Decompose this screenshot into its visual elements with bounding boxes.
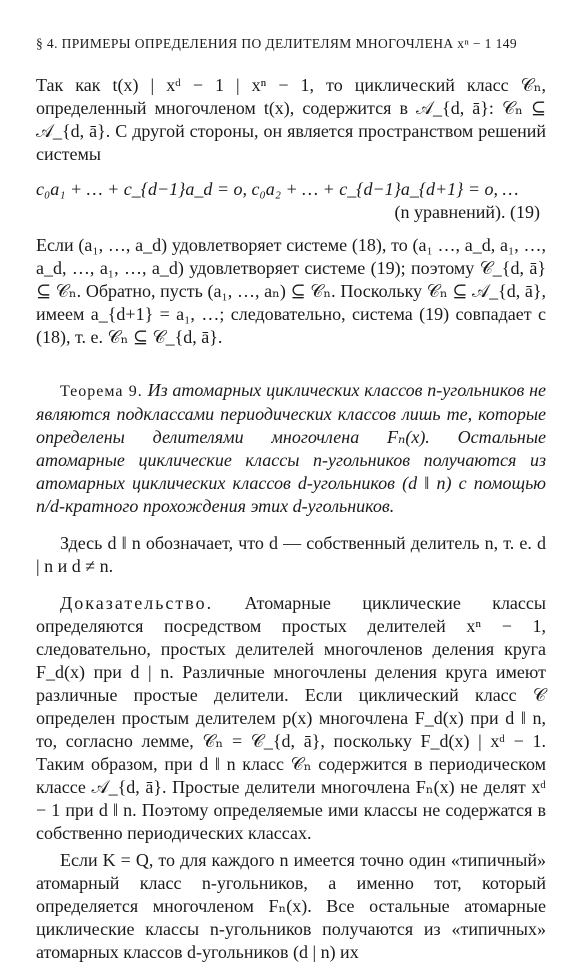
page-number: 149: [495, 36, 518, 51]
paragraph-rational-case: Если K = Q, то для каждого n имеется точно один «типичный» атомарный класс n-угольников, а именно тот, который определяется многочленом Fₙ(x). Все остальные атомарные циклические классы n-угольников получаются из «типичных» атомарных классов d-угольников (d | n) их: [36, 850, 546, 962]
equation-19: [36, 178, 546, 224]
theorem-label: Теорема 9.: [60, 383, 143, 400]
proof: [36, 592, 546, 845]
equation-19-label: (n уравнений). (19): [394, 202, 540, 222]
theorem-9: [36, 379, 546, 518]
header-title: § 4. ПРИМЕРЫ ОПРЕДЕЛЕНИЯ ПО ДЕЛИТЕЛЯМ МНОГОЧЛЕНА xⁿ − 1: [36, 36, 492, 51]
theorem-statement: Из атомарных циклических классов n-угольников не являются подклассами периодических классов лишь те, которые определены делителями многочлена Fₙ(x). Остальные атомарные циклические классы n-угольников получаются из атомарных циклических классов d-угольников (d ‖ n) с помощью n/d-кратного прохождения этих d-угольников.: [36, 380, 547, 516]
running-header: [36, 36, 546, 52]
proof-body: Атомарные циклические классы определяются посредством простых делителей xⁿ − 1, следовательно, простых делителей многочленов деления круга F_d(x) при d | n. Различные многочлены деления круга имеют различные простые делители. Если циклический класс 𝒞 определен простым делителем p(x) многочлена F_d(x) при d ‖ n, то, согласно лемме, 𝒞ₙ = 𝒞_{d, ā}, поскольку F_d(x) | xᵈ − 1. Таким образом, при d ‖ n класс 𝒞ₙ содержится в периодическом классе 𝒜_{d, ā}. Простые делители многочлена Fₙ(x) не делят xᵈ − 1 при d ‖ n. Поэтому определяемые ими классы не содержатся в собственно периодических классах.: [36, 593, 546, 843]
page-body: [36, 74, 546, 964]
proof-label: Доказательство.: [60, 593, 214, 613]
paragraph-argument: Если (a₁, …, a_d) удовлетворяет системе (18), то (a₁ …, a_d, a₁, …, a_d, …, a₁, …, a_d) удовлетворяет системе (19); поэтому 𝒞_{d, ā} ⊆ 𝒞ₙ. Обратно, пусть (a₁, …, aₙ) ⊆ 𝒞ₙ. Поскольку 𝒞ₙ ⊆ 𝒜_{d, ā}, имеем a_{d+1} = a₁, …; следовательно, система (19) совпадает с (18), т. е. 𝒞ₙ ⊆ 𝒞_{d, ā}.: [36, 235, 546, 347]
paragraph-notation: Здесь d ‖ n обозначает, что d — собственный делитель n, т. е. d | n и d ≠ n.: [36, 533, 546, 576]
paragraph-intro: Так как t(x) | xᵈ − 1 | xⁿ − 1, то циклический класс 𝒞ₙ, определенный многочленом t(x), содержится в 𝒜_{d, ā}: 𝒞ₙ ⊆ 𝒜_{d, ā}. С другой стороны, он является пространством решений системы: [36, 75, 546, 164]
equation-19-system: c₀a₁ + … + c_{d−1}a_d = o, c₀a₂ + … + c_{d−1}a_{d+1} = o, …: [36, 179, 519, 199]
